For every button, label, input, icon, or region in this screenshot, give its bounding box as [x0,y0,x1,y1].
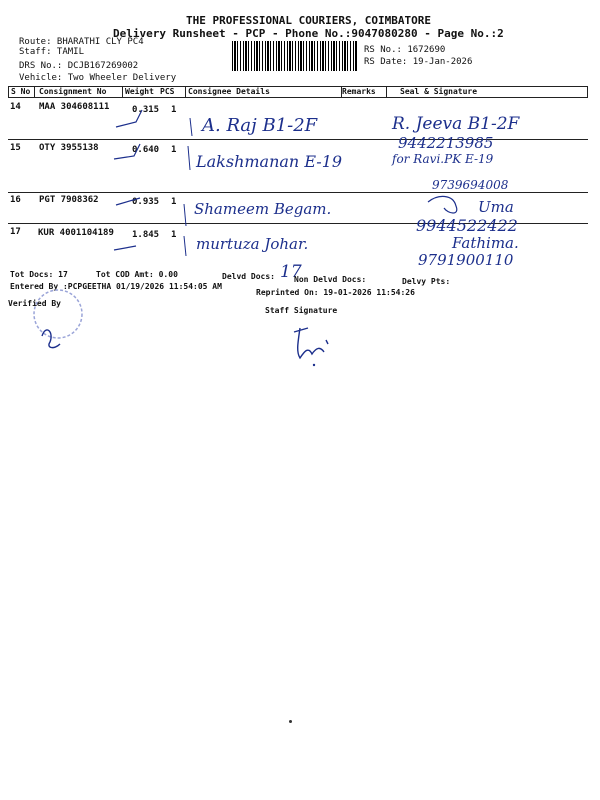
row-17-sig-phone: 9791900110 [418,251,514,269]
delivery-points-label: Delvy Pts: [402,277,451,286]
tick-marks [8,86,588,266]
vehicle-label: Vehicle: Two Wheeler Delivery [19,73,177,83]
row-16-consignment: PGT 7908362 [39,195,99,205]
total-docs: Tot Docs: 17 [10,270,68,279]
verification-stamp [20,286,100,356]
row-16-sig-phone: 9944522422 [416,216,518,235]
col-sno: S No [11,87,31,96]
row-14-weight: 0.315 [132,105,160,115]
staff-label: Staff: TAMIL [19,47,85,57]
non-delivered-label: Non Delvd Docs: [294,275,367,284]
row-17-consignee: murtuza Johar. [196,235,309,253]
col-consignment: Consignment No [39,87,107,96]
row-17-pcs: 1 [171,230,177,240]
staff-signature-mark [286,318,346,370]
row-14-pcs: 1 [171,105,177,115]
row-16-consignee: Shameem Begam. [194,200,332,218]
row-17-sno: 17 [10,227,21,237]
delivered-docs-label: Delvd Docs: [222,272,275,281]
drs-number: DRS No.: DCJB167269002 [19,61,139,71]
col-signature: Seal & Signature [400,87,478,96]
row-17-weight: 1.845 [132,230,160,240]
row-14-sig-name: R. Jeeva B1-2F [392,114,520,134]
col-pcs: PCS [160,87,175,96]
company-name: THE PROFESSIONAL COURIERS, COIMBATORE [186,14,432,27]
row-16-sno: 16 [10,195,21,205]
row-16-pcs: 1 [171,197,177,207]
row-15-sig-name: for Ravi.PK E-19 [392,152,494,166]
staff-signature-label: Staff Signature [265,306,338,315]
row-16-sig-name: Uma [478,198,514,216]
runsheet-title: Delivery Runsheet - PCP - Phone No.:9047080280 - Page No.:2 [113,27,504,40]
row-17-consignment: KUR 4001104189 [38,228,114,238]
row-14-sig-phone: 9442213985 [398,134,494,152]
col-weight: Weight [125,87,154,96]
runsheet-table [8,86,588,269]
total-cod: Tot COD Amt: 0.00 [96,270,178,279]
row-15-sno: 15 [10,143,21,153]
rs-date: RS Date: 19-Jan-2026 [364,57,473,67]
delivered-docs-value: 17 [280,262,302,282]
barcode-image [232,41,358,71]
row-17-sig-name: Fathima. [452,234,519,252]
stray-dot [289,720,292,723]
col-consignee: Consignee Details [188,87,270,96]
row-14-sno: 14 [10,102,21,112]
row-15-consignee: Lakshmanan E-19 [196,152,343,171]
entered-by: Entered By :PCPGEETHA 01/19/2026 11:54:05 AM [10,282,222,291]
row-15-sig-phone: 9739694008 [432,178,509,192]
row-14-consignment: MAA 304608111 [39,102,110,112]
row-15-consignment: OTY 3955138 [39,143,99,153]
row-14-consignee: A. Raj B1-2F [202,115,318,136]
row-16-weight: 0.935 [132,197,160,207]
row-15-weight: 0.640 [132,145,160,155]
route-label: Route: BHARATHI CLY PC4 [19,37,144,47]
reprinted-on: Reprinted On: 19-01-2026 11:54:26 [256,288,415,297]
rs-number: RS No.: 1672690 [364,45,446,55]
row-15-pcs: 1 [171,145,177,155]
verified-by-label: Verified By [8,299,61,308]
col-remarks: Remarks [342,87,376,96]
